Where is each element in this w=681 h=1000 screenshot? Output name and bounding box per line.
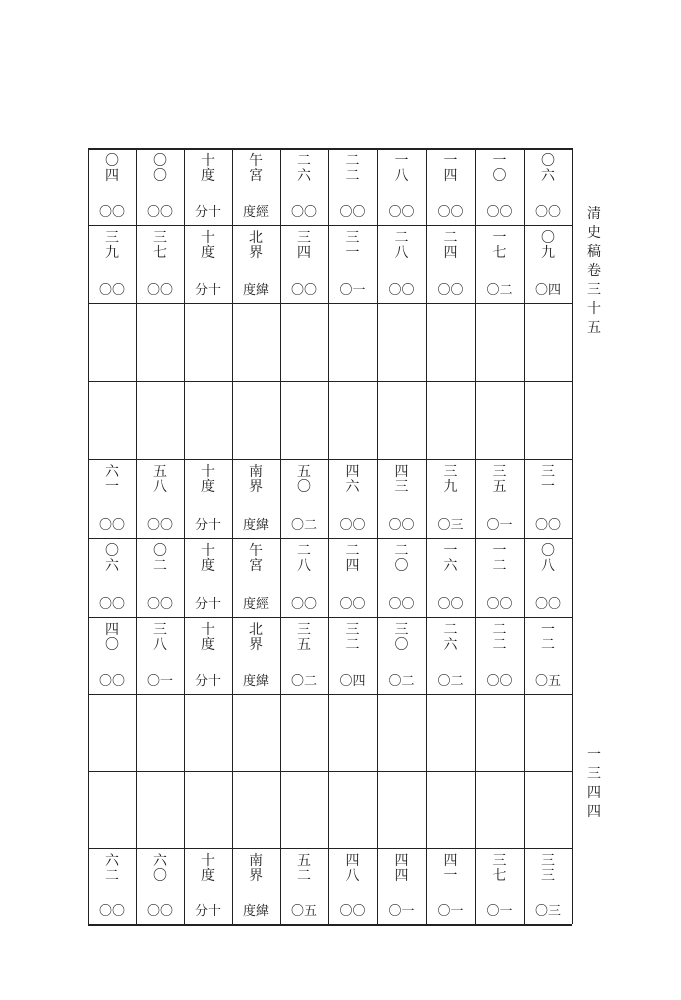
cell-top-char: 二 [443,622,458,638]
cell-top-char: 一 [443,868,458,884]
cell-top-char: 一 [443,543,458,559]
table-cell [426,459,475,538]
table-cell [426,225,475,303]
cell-top-char: 二 [492,622,507,638]
cell-top-char: 宮 [249,558,263,574]
cell-top-char: 〇 [105,543,119,559]
cell-top-char: 四 [105,622,119,638]
cell-bottom-value: 分十 [194,283,221,298]
cell-bottom-value: 〇〇 [339,904,366,919]
cell-top-char: 〇 [541,543,555,559]
cell-top-char: 〇 [105,153,119,169]
cell-top-char: 六 [297,168,311,184]
cell-top-char: 界 [249,479,263,495]
cell-bottom-value: 分十 [194,597,221,612]
cell-bottom-value: 〇〇 [98,205,125,220]
cell-top-char: 南 [249,853,263,869]
cell-bottom-value: 度緯 [242,674,269,689]
cell-bottom-value: 〇二 [437,674,464,689]
table-cell [524,148,572,225]
cell-top-char: 五 [297,464,311,480]
row-rule [88,924,572,926]
row-rule [88,381,572,382]
table-cell [475,617,524,694]
cell-top-char: 二 [541,637,555,653]
cell-bottom-value: 〇一 [437,904,464,919]
table-cell [136,617,184,694]
cell-top-char: 三 [492,853,507,869]
table-cell [232,617,280,694]
cell-top-char: 度 [201,245,215,261]
cell-top-char: 二 [345,637,360,653]
table-cell [232,148,280,225]
cell-bottom-value: 〇〇 [486,597,513,612]
table-cell [184,617,232,694]
cell-top-char: 宮 [249,168,263,184]
cell-bottom-value: 〇〇 [290,205,317,220]
cell-bottom-value: 〇一 [146,674,173,689]
cell-top-char: 三 [153,622,167,638]
table-cell [184,225,232,303]
astronomical-table [88,148,572,924]
cell-top-char: 度 [201,868,215,884]
cell-bottom-value: 〇四 [534,283,561,298]
cell-top-char: 〇 [541,153,555,169]
cell-top-char: 七 [153,245,167,261]
cell-top-char: 三 [297,622,311,638]
cell-top-char: 一 [541,479,555,495]
cell-top-char: 二 [297,153,311,169]
cell-top-char: 界 [249,868,263,884]
cell-top-char: 四 [297,245,311,261]
cell-bottom-value: 〇〇 [534,597,561,612]
cell-top-char: 四 [394,853,409,869]
cell-bottom-value: 〇〇 [388,205,415,220]
table-cell [88,148,136,225]
cell-bottom-value: 〇五 [534,674,561,689]
cell-bottom-value: 〇〇 [388,597,415,612]
cell-bottom-value: 分十 [194,674,221,689]
header-char: 史 [587,225,601,241]
table-cell [377,225,426,303]
cell-top-char: 一 [105,479,119,495]
cell-top-char: 三 [492,464,507,480]
cell-bottom-value: 度經 [242,205,269,220]
cell-bottom-value: 〇二 [486,283,513,298]
cell-bottom-value: 〇〇 [146,597,173,612]
row-rule [88,694,572,695]
table-cell [426,538,475,617]
cell-top-char: 〇 [492,168,507,184]
cell-top-char: 八 [541,558,555,574]
table-cell [280,617,328,694]
cell-top-char: 八 [153,637,167,653]
table-cell [88,225,136,303]
cell-top-char: 四 [105,168,119,184]
cell-top-char: 二 [394,230,409,246]
cell-top-char: 三 [541,853,555,869]
table-cell [136,848,184,924]
cell-top-char: 二 [345,153,360,169]
page-number-char: 四 [587,804,601,820]
table-cell [524,538,572,617]
cell-top-char: 三 [394,622,409,638]
cell-bottom-value: 〇一 [339,283,366,298]
table-cell [184,459,232,538]
cell-top-char: 十 [201,153,215,169]
table-cell [136,148,184,225]
cell-top-char: 八 [153,479,167,495]
cell-top-char: 二 [443,230,458,246]
cell-bottom-value: 〇〇 [486,674,513,689]
cell-top-char: 度 [201,168,215,184]
cell-top-char: 二 [297,868,311,884]
cell-top-char: 六 [541,168,555,184]
cell-bottom-value: 〇一 [486,518,513,533]
cell-top-char: 〇 [153,168,167,184]
cell-top-char: 七 [492,245,507,261]
column-rule [572,148,573,924]
cell-top-char: 三 [105,230,119,246]
cell-bottom-value: 〇〇 [388,518,415,533]
cell-top-char: 六 [153,853,167,869]
cell-top-char: 〇 [394,637,409,653]
table-cell [475,148,524,225]
cell-top-char: 二 [153,558,167,574]
cell-top-char: 四 [394,868,409,884]
cell-top-char: 度 [201,479,215,495]
cell-bottom-value: 〇〇 [437,597,464,612]
cell-top-char: 界 [249,245,263,261]
cell-bottom-value: 〇五 [290,904,317,919]
table-cell [377,148,426,225]
page-number-char: 一 [587,747,601,763]
table-cell [426,617,475,694]
cell-bottom-value: 〇〇 [98,674,125,689]
table-cell [377,459,426,538]
cell-top-char: 界 [249,637,263,653]
cell-top-char: 三 [345,230,360,246]
cell-top-char: 八 [297,558,311,574]
cell-bottom-value: 度緯 [242,518,269,533]
cell-top-char: 三 [345,622,360,638]
cell-bottom-value: 〇二 [290,518,317,533]
cell-top-char: 四 [394,464,409,480]
table-cell [475,848,524,924]
cell-top-char: 二 [105,868,119,884]
table-cell [88,538,136,617]
cell-top-char: 四 [443,168,458,184]
cell-top-char: 九 [541,245,555,261]
cell-top-char: 〇 [105,637,119,653]
cell-top-char: 〇 [153,153,167,169]
table-cell [136,459,184,538]
table-cell [136,225,184,303]
cell-top-char: 三 [443,464,458,480]
table-cell [328,538,377,617]
cell-top-char: 〇 [394,558,409,574]
cell-top-char: 三 [541,868,555,884]
cell-bottom-value: 〇一 [486,904,513,919]
cell-top-char: 三 [541,464,555,480]
page-number-char: 三 [587,766,601,782]
table-cell [377,538,426,617]
header-char: 卷 [587,263,601,279]
cell-bottom-value: 〇〇 [146,518,173,533]
cell-bottom-value: 〇〇 [98,597,125,612]
cell-top-char: 三 [394,479,409,495]
cell-top-char: 一 [492,230,507,246]
table-cell [524,459,572,538]
cell-bottom-value: 度緯 [242,904,269,919]
cell-top-char: 一 [492,153,507,169]
cell-bottom-value: 〇〇 [98,518,125,533]
table-cell [328,148,377,225]
cell-bottom-value: 〇〇 [388,283,415,298]
cell-top-char: 六 [443,558,458,574]
cell-top-char: 二 [492,558,507,574]
cell-bottom-value: 〇二 [290,674,317,689]
cell-bottom-value: 〇〇 [339,205,366,220]
cell-top-char: 六 [345,479,360,495]
cell-top-char: 一 [443,153,458,169]
table-cell [475,225,524,303]
cell-top-char: 十 [201,853,215,869]
cell-top-char: 四 [345,464,360,480]
cell-top-char: 午 [249,543,263,559]
cell-top-char: 九 [105,245,119,261]
cell-top-char: 十 [201,543,215,559]
cell-bottom-value: 〇〇 [146,904,173,919]
table-cell [280,225,328,303]
table-cell [524,848,572,924]
cell-bottom-value: 〇〇 [146,283,173,298]
cell-top-char: 四 [345,853,360,869]
cell-top-char: 六 [105,464,119,480]
header-char: 清 [587,206,601,222]
cell-bottom-value: 〇〇 [534,518,561,533]
cell-top-char: 南 [249,464,263,480]
cell-bottom-value: 〇一 [388,904,415,919]
table-cell [328,617,377,694]
cell-top-char: 八 [394,168,409,184]
table-cell [280,459,328,538]
cell-top-char: 一 [492,543,507,559]
header-char: 十 [587,301,601,317]
cell-bottom-value: 〇四 [339,674,366,689]
cell-bottom-value: 分十 [194,518,221,533]
cell-top-char: 二 [394,543,409,559]
cell-top-char: 一 [345,245,360,261]
cell-top-char: 三 [297,230,311,246]
cell-bottom-value: 〇〇 [98,283,125,298]
table-cell [524,617,572,694]
cell-top-char: 四 [443,245,458,261]
table-cell [280,148,328,225]
cell-top-char: 北 [249,622,263,638]
cell-top-char: 六 [443,637,458,653]
cell-top-char: 二 [345,543,360,559]
cell-top-char: 六 [105,853,119,869]
table-cell [328,459,377,538]
cell-bottom-value: 度經 [242,597,269,612]
cell-bottom-value: 分十 [194,205,221,220]
cell-top-char: 〇 [153,543,167,559]
cell-bottom-value: 〇〇 [339,518,366,533]
table-cell [184,538,232,617]
table-cell [280,538,328,617]
cell-bottom-value: 度緯 [242,283,269,298]
cell-bottom-value: 〇三 [437,518,464,533]
table-cell [88,459,136,538]
table-cell [88,617,136,694]
cell-top-char: 十 [201,230,215,246]
table-cell [232,848,280,924]
cell-top-char: 六 [105,558,119,574]
table-cell [475,538,524,617]
header-char: 稿 [587,244,601,260]
table-cell [136,538,184,617]
table-cell [88,848,136,924]
cell-bottom-value: 〇〇 [437,205,464,220]
cell-top-char: 度 [201,558,215,574]
cell-top-char: 午 [249,153,263,169]
cell-bottom-value: 〇〇 [98,904,125,919]
cell-top-char: 二 [345,168,360,184]
page-number-char: 四 [587,785,601,801]
cell-top-char: 〇 [153,868,167,884]
cell-top-char: 四 [345,558,360,574]
table-cell [232,459,280,538]
table-cell [232,538,280,617]
table-cell [377,617,426,694]
table-cell [328,225,377,303]
cell-top-char: 七 [492,868,507,884]
cell-top-char: 三 [153,230,167,246]
cell-bottom-value: 〇〇 [534,205,561,220]
header-char: 三 [587,282,601,298]
cell-top-char: 二 [297,543,311,559]
table-cell [184,848,232,924]
cell-top-char: 五 [297,853,311,869]
cell-top-char: 四 [443,853,458,869]
table-cell [328,848,377,924]
cell-top-char: 五 [297,637,311,653]
cell-top-char: 北 [249,230,263,246]
cell-top-char: 一 [541,622,555,638]
cell-top-char: 九 [443,479,458,495]
cell-top-char: 十 [201,622,215,638]
cell-top-char: 五 [153,464,167,480]
cell-bottom-value: 〇〇 [146,205,173,220]
row-rule [88,303,572,304]
cell-top-char: 五 [492,479,507,495]
cell-bottom-value: 〇二 [388,674,415,689]
cell-bottom-value: 〇〇 [339,597,366,612]
row-rule [88,771,572,772]
cell-top-char: 十 [201,464,215,480]
table-cell [475,459,524,538]
volume-header [586,205,602,338]
cell-bottom-value: 〇〇 [290,283,317,298]
table-cell [377,848,426,924]
cell-bottom-value: 〇三 [534,904,561,919]
cell-top-char: 八 [394,245,409,261]
cell-top-char: 度 [201,637,215,653]
cell-top-char: 二 [492,637,507,653]
cell-bottom-value: 〇〇 [437,283,464,298]
cell-bottom-value: 〇〇 [486,205,513,220]
table-cell [184,148,232,225]
cell-top-char: 一 [394,153,409,169]
cell-bottom-value: 〇〇 [290,597,317,612]
cell-top-char: 〇 [297,479,311,495]
cell-top-char: 八 [345,868,360,884]
header-char: 五 [587,320,601,336]
table-cell [426,148,475,225]
cell-bottom-value: 分十 [194,904,221,919]
table-cell [426,848,475,924]
table-cell [232,225,280,303]
table-cell [280,848,328,924]
page-number [586,746,602,822]
table-cell [524,225,572,303]
cell-top-char: 〇 [541,230,555,246]
